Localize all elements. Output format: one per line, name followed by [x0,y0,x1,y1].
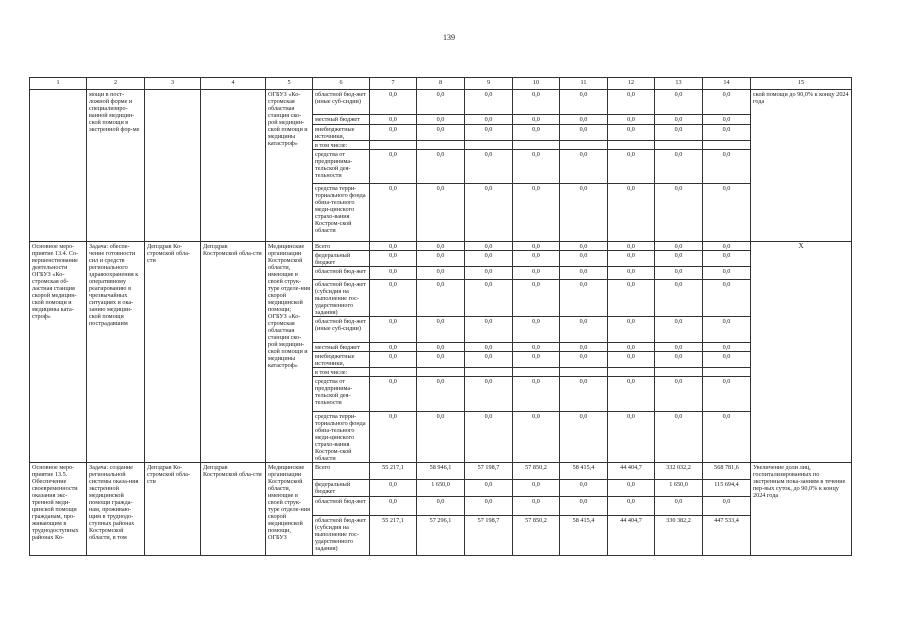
value-cell: 0,0 [608,125,655,141]
value-cell: 0,0 [560,480,608,497]
value-cell: 0,0 [370,251,417,267]
value-cell [703,368,751,377]
funding-source: средства терри-ториального фонда обяза-тельного меди-цинского страхо-вания Костром-ской области [313,184,370,242]
value-cell: 0,0 [703,267,751,280]
block2-col3: Депздрав Ко-стромской обла-сти [145,242,201,463]
value-cell: 0,0 [465,90,513,115]
funding-source: в том числе: [313,141,370,150]
value-cell: 0,0 [417,242,465,251]
funding-source: областной бюд-жет (иные суб-сидии) [313,317,370,343]
value-cell: 0,0 [370,280,417,317]
value-cell: 44 404,7 [608,516,655,556]
value-cell: 0,0 [703,115,751,125]
header-col-10: 10 [513,78,560,90]
block1-col15: ской помощи до 90,0% к концу 2024 года [751,90,852,242]
value-cell: 0,0 [608,150,655,184]
value-cell: 0,0 [513,242,560,251]
value-cell: 0,0 [370,497,417,516]
value-cell: 57 850,2 [513,463,560,480]
value-cell: 0,0 [560,267,608,280]
value-cell: 0,0 [655,377,703,412]
page-number: 139 [443,33,455,42]
value-cell: 0,0 [703,150,751,184]
value-cell: 0,0 [560,377,608,412]
header-col-13: 13 [655,78,703,90]
value-cell: 57 198,7 [465,463,513,480]
value-cell: 0,0 [608,377,655,412]
header-col-14: 14 [703,78,751,90]
value-cell: 0,0 [703,184,751,242]
value-cell: 0,0 [703,412,751,463]
funding-source: местный бюджет [313,115,370,125]
block2-col4: Депздрав Костромской обла-сти [201,242,266,463]
value-cell: 0,0 [655,184,703,242]
block2-col15: Х [751,242,852,463]
funding-source: областной бюд-жет [313,497,370,516]
value-cell: 0,0 [370,412,417,463]
value-cell: 0,0 [417,184,465,242]
value-cell: 0,0 [417,150,465,184]
header-col-2: 2 [87,78,145,90]
value-cell: 0,0 [370,352,417,368]
value-cell: 0,0 [703,497,751,516]
value-cell: 568 781,6 [703,463,751,480]
value-cell: 0,0 [465,242,513,251]
funding-source: средства от предпринима-тельской дея-тельности [313,150,370,184]
value-cell [417,141,465,150]
value-cell: 0,0 [370,267,417,280]
value-cell: 0,0 [417,497,465,516]
value-cell: 0,0 [417,412,465,463]
value-cell: 0,0 [703,377,751,412]
block3-col1: Основное меро-приятие 13.5. Обеспечение своевременности оказания экс-тренной меди-цинской помощи гражданам, про-живающим в труднодоступных районах Ко- [30,463,87,556]
value-cell: 0,0 [370,115,417,125]
value-cell: 55 217,1 [370,463,417,480]
value-cell: 0,0 [655,343,703,352]
value-cell: 1 650,0 [655,480,703,497]
value-cell: 0,0 [417,125,465,141]
value-cell: 1 650,0 [417,480,465,497]
header-col-15: 15 [751,78,852,90]
value-cell: 0,0 [560,242,608,251]
value-cell: 0,0 [513,267,560,280]
value-cell: 0,0 [560,150,608,184]
value-cell: 0,0 [370,377,417,412]
value-cell: 0,0 [513,184,560,242]
value-cell: 0,0 [465,267,513,280]
value-cell: 0,0 [655,317,703,343]
value-cell [513,141,560,150]
value-cell: 0,0 [560,251,608,267]
value-cell: 0,0 [608,251,655,267]
block3-col5: Медицинские организации Костромской области, имеющие в своей струк-туре отделе-ния скорой медицинской помощи, ОГБУЗ [266,463,313,556]
value-cell: 0,0 [608,280,655,317]
header-col-7: 7 [370,78,417,90]
value-cell: 0,0 [370,317,417,343]
value-cell: 0,0 [655,125,703,141]
funding-source: областной бюд-жет [313,267,370,280]
value-cell: 0,0 [560,90,608,115]
value-cell: 57 198,7 [465,516,513,556]
header-col-5: 5 [266,78,313,90]
value-cell: 0,0 [703,251,751,267]
block1-col3 [145,90,201,242]
block3-col2: Задача: создание региональной системы оказа-ния экстренной медицинской помощи гражда-нам, проживаю-щим в труднодо-ступных районах Костромской области, в том [87,463,145,556]
value-cell: 0,0 [465,115,513,125]
value-cell: 57 850,2 [513,516,560,556]
value-cell: 330 382,2 [655,516,703,556]
value-cell: 0,0 [703,317,751,343]
block2-col5: Медицинские организации Костромской области, имеющие в своей струк-туре отделе-ния скорой медицинской помощи; ОГБУЗ «Ко-стромская областная станция ско-рой медицин-ской помощи и медицины катастроф» [266,242,313,463]
funding-source: средства от предпринима-тельской дея-тельности [313,377,370,412]
value-cell: 0,0 [417,267,465,280]
block1-col2: мощи в пост-ложной форме и специализиро-ванной медицин-ской помощи в экстренной фор-ме [87,90,145,242]
value-cell: 0,0 [417,352,465,368]
value-cell [608,141,655,150]
value-cell: 0,0 [370,150,417,184]
value-cell: 0,0 [465,343,513,352]
value-cell: 0,0 [417,343,465,352]
block2-col1: Основное меро-приятие 13.4. Со-вершенствование деятельности ОГБУЗ «Ко-стромская об-ластная станция скорой медицин-ской помощи и медицины ката-строф» [30,242,87,463]
header-col-11: 11 [560,78,608,90]
value-cell: 0,0 [560,280,608,317]
value-cell [513,368,560,377]
value-cell: 0,0 [465,412,513,463]
value-cell: 0,0 [513,317,560,343]
value-cell: 0,0 [513,412,560,463]
funding-source: областной бюд-жет (иные суб-сидии) [313,90,370,115]
value-cell: 0,0 [513,90,560,115]
header-row [30,78,852,90]
value-cell: 0,0 [608,343,655,352]
value-cell: 0,0 [370,480,417,497]
value-cell: 0,0 [608,412,655,463]
value-cell: 0,0 [513,125,560,141]
value-cell: 0,0 [465,352,513,368]
value-cell: 0,0 [655,251,703,267]
header-col-9: 9 [465,78,513,90]
header-col-12: 12 [608,78,655,90]
funding-source: федеральный бюджет [313,480,370,497]
value-cell: 0,0 [513,352,560,368]
value-cell: 0,0 [655,280,703,317]
value-cell: 0,0 [703,352,751,368]
value-cell: 0,0 [560,125,608,141]
value-cell [465,368,513,377]
value-cell: 0,0 [465,497,513,516]
value-cell: 0,0 [560,115,608,125]
funding-source: областной бюд-жет (субсидия на выполнение гос-ударственного задания) [313,516,370,556]
value-cell [370,141,417,150]
value-cell: 0,0 [417,377,465,412]
value-cell: 0,0 [513,343,560,352]
value-cell: 447 533,4 [703,516,751,556]
value-cell: 58 946,1 [417,463,465,480]
value-cell: 0,0 [608,267,655,280]
value-cell: 0,0 [465,280,513,317]
value-cell: 0,0 [513,480,560,497]
value-cell: 0,0 [417,317,465,343]
budget-table [29,77,852,556]
value-cell: 0,0 [417,280,465,317]
header-col-4: 4 [201,78,266,90]
header-col-6: 6 [313,78,370,90]
value-cell: 0,0 [417,251,465,267]
funding-source: федеральный бюджет [313,251,370,267]
value-cell: 0,0 [608,480,655,497]
value-cell: 0,0 [560,497,608,516]
value-cell: 0,0 [513,115,560,125]
block3-col4: Депздрав Костромской обла-сти [201,463,266,556]
value-cell: 0,0 [465,150,513,184]
value-cell: 0,0 [560,317,608,343]
value-cell: 0,0 [608,497,655,516]
value-cell: 0,0 [465,251,513,267]
value-cell: 0,0 [465,184,513,242]
value-cell: 0,0 [608,242,655,251]
value-cell: 0,0 [465,480,513,497]
funding-source: внебюджетные источники, [313,352,370,368]
funding-source: областной бюд-жет (субсидия на выполнение гос-ударственного задания) [313,280,370,317]
header-col-8: 8 [417,78,465,90]
value-cell: 0,0 [465,125,513,141]
block1-col5: ОГБУЗ «Ко-стромская областная станция ско-рой медицин-ской помощи и медицины катастроф» [266,90,313,242]
value-cell: 0,0 [465,377,513,412]
value-cell: 0,0 [608,90,655,115]
value-cell [560,141,608,150]
value-cell: 0,0 [370,242,417,251]
block3-col15: Увеличение доли лиц, госпитализированных по экстренным пока-заниям в течение пер-вых суток, до 90,0% к концу 2024 года [751,463,852,556]
table-row [30,242,852,251]
value-cell: 44 404,7 [608,463,655,480]
value-cell: 0,0 [655,412,703,463]
value-cell: 0,0 [513,280,560,317]
value-cell: 0,0 [417,115,465,125]
value-cell: 0,0 [655,115,703,125]
value-cell: 0,0 [465,317,513,343]
value-cell: 55 217,1 [370,516,417,556]
value-cell: 0,0 [370,90,417,115]
header-col-1: 1 [30,78,87,90]
funding-source: в том числе: [313,368,370,377]
value-cell: 0,0 [513,251,560,267]
value-cell: 0,0 [703,343,751,352]
value-cell: 0,0 [560,184,608,242]
value-cell: 332 032,2 [655,463,703,480]
value-cell: 58 415,4 [560,463,608,480]
value-cell: 0,0 [655,352,703,368]
value-cell: 0,0 [703,90,751,115]
block1-col4 [201,90,266,242]
value-cell: 0,0 [703,242,751,251]
value-cell: 0,0 [655,267,703,280]
value-cell: 0,0 [513,377,560,412]
value-cell: 58 415,4 [560,516,608,556]
value-cell: 0,0 [655,497,703,516]
value-cell: 0,0 [560,343,608,352]
table-row [30,90,852,115]
value-cell [417,368,465,377]
funding-source: Всего [313,463,370,480]
funding-source: внебюджетные источники, [313,125,370,141]
value-cell: 0,0 [608,317,655,343]
block3-col3: Депздрав Ко-стромской обла-сти [145,463,201,556]
value-cell: 57 296,1 [417,516,465,556]
value-cell [370,368,417,377]
value-cell: 0,0 [560,352,608,368]
value-cell: 0,0 [655,150,703,184]
value-cell: 0,0 [370,343,417,352]
funding-source: средства терри-ториального фонда обяза-тельного меди-цинского страхо-вания Костром-ской области [313,412,370,463]
value-cell: 0,0 [513,150,560,184]
value-cell [703,141,751,150]
block1-col1 [30,90,87,242]
value-cell: 0,0 [370,184,417,242]
value-cell: 0,0 [417,90,465,115]
value-cell: 0,0 [608,115,655,125]
value-cell: 0,0 [703,125,751,141]
value-cell [465,141,513,150]
table-row [30,463,852,480]
value-cell: 0,0 [703,280,751,317]
value-cell: 0,0 [608,184,655,242]
block2-col2: Задача: обеспе-чение готовности сил и средств регионального здравоохранения к оперативному реагированию в чрезвычайных ситуациях и ока-занию медицин-ской помощи пострадавшим [87,242,145,463]
value-cell: 0,0 [655,242,703,251]
funding-source: Всего [313,242,370,251]
header-col-3: 3 [145,78,201,90]
value-cell: 0,0 [560,412,608,463]
value-cell [655,368,703,377]
value-cell [655,141,703,150]
value-cell: 0,0 [370,125,417,141]
value-cell: 0,0 [513,497,560,516]
value-cell: 0,0 [608,352,655,368]
value-cell: 0,0 [655,90,703,115]
value-cell: 115 694,4 [703,480,751,497]
value-cell [560,368,608,377]
value-cell [608,368,655,377]
funding-source: местный бюджет [313,343,370,352]
